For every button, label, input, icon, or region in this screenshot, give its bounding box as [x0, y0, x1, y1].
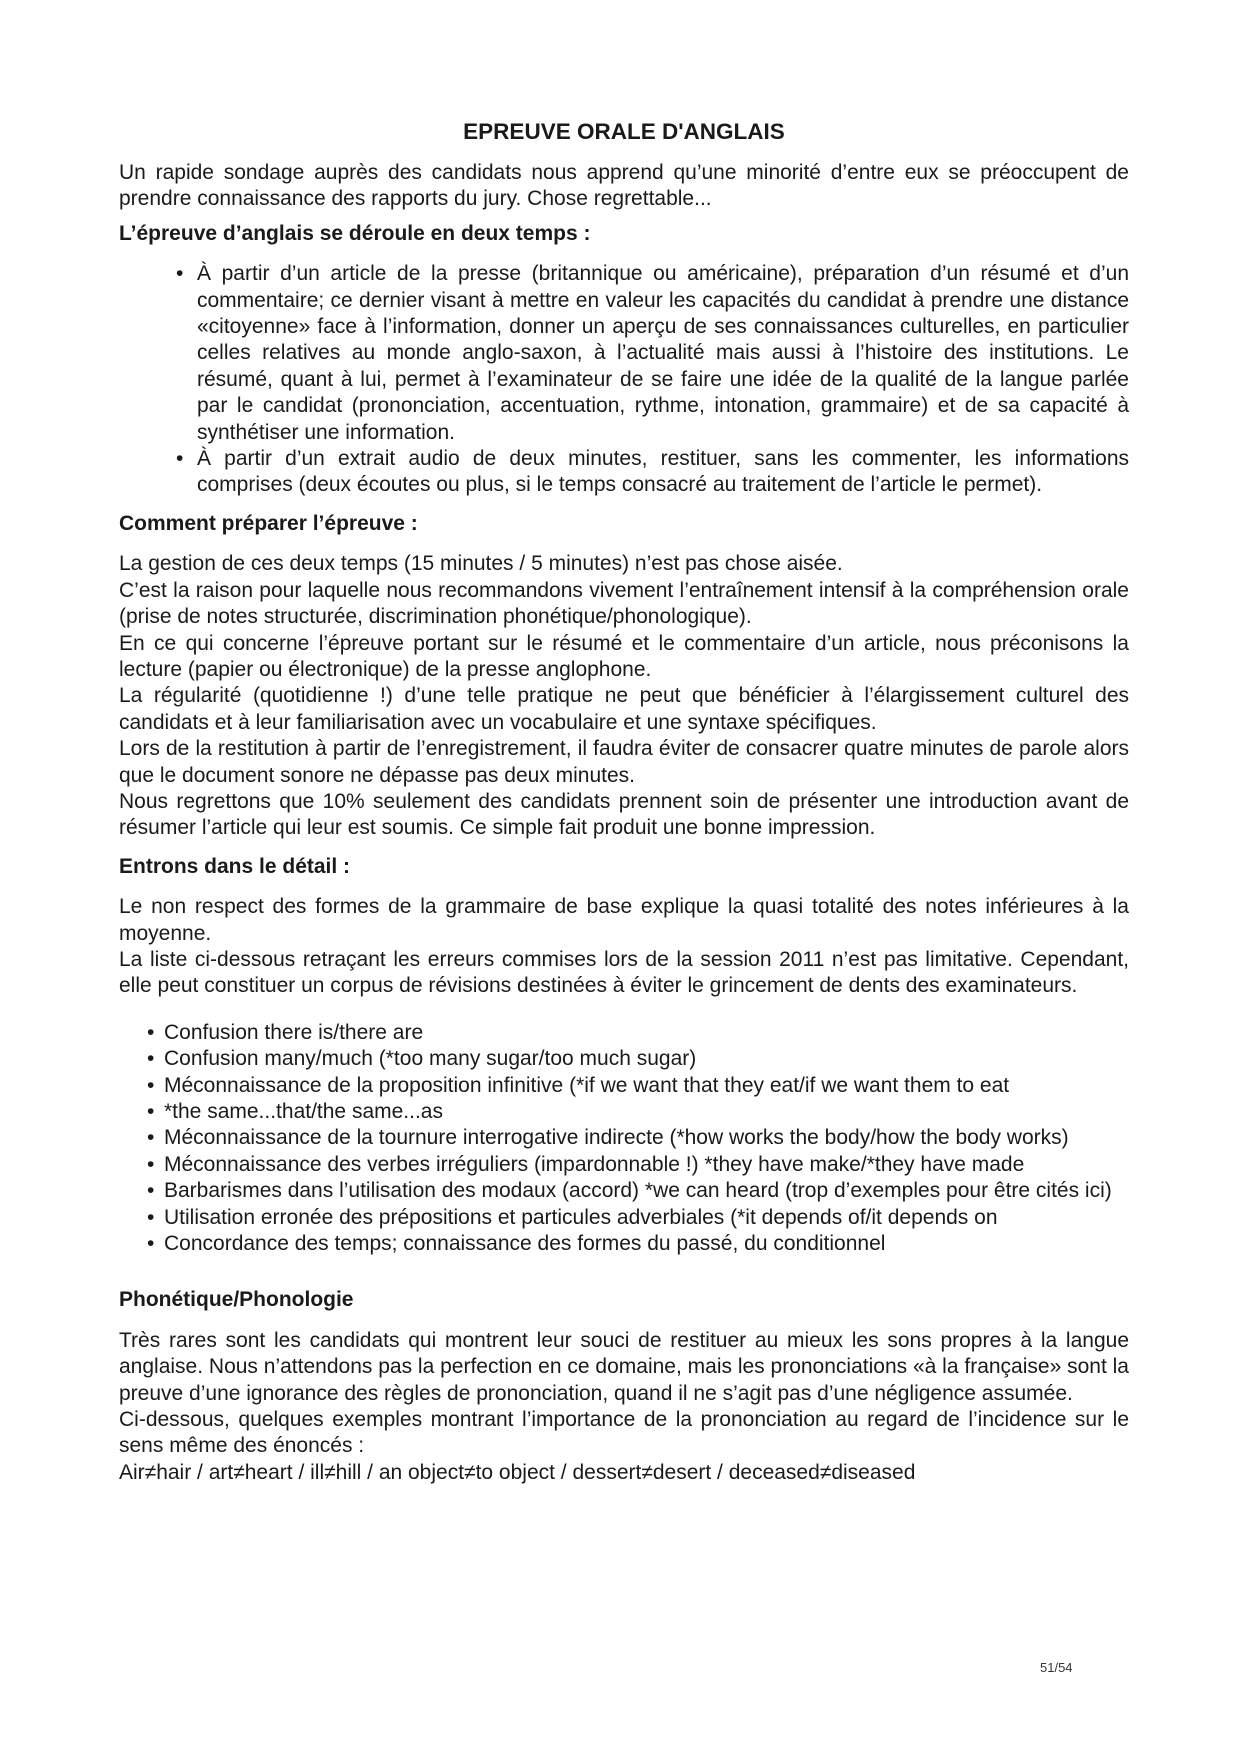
- section-heading-format: L’épreuve d’anglais se déroule en deux temps :: [119, 221, 591, 245]
- bullet-icon: •: [147, 1126, 155, 1150]
- list-item-text: À partir d’un article de la presse (britannique ou américaine), préparation d’un résumé et d’un commentaire; ce dernier visant à mettre en valeur les capacités du candidat à prendre une distance «citoyenne» face à l’information, donner un aperçu de ses connaissances culturelles, en particulier celles relatives au monde anglo-saxon, à l’actualité mais aussi à l’histoire des institutions. Le résumé, quant à lui, permet à l’examinateur de se faire une idée de la qualité de la langue parlée par le candidat (prononciation, accentuation, rythme, intonation, grammaire) et de sa capacité à synthétiser une information.: [197, 262, 1129, 444]
- section-heading-phonetics: Phonétique/Phonologie: [119, 1288, 354, 1312]
- paragraph: La gestion de ces deux temps (15 minutes / 5 minutes) n’est pas chose aisée.: [119, 552, 843, 576]
- page-title: EPREUVE ORALE D'ANGLAIS: [463, 119, 785, 144]
- section-heading-details: Entrons dans le détail :: [119, 854, 351, 878]
- list-item-text: Méconnaissance des verbes irréguliers (impardonnable !) *they have make/*they have made: [164, 1152, 1025, 1176]
- list-item-text: Confusion many/much (*too many sugar/too much sugar): [164, 1047, 697, 1071]
- list-item-text: Confusion there is/there are: [164, 1020, 424, 1044]
- list-item: [119, 1125, 1129, 1151]
- bullet-icon: •: [147, 1100, 155, 1123]
- list-item: [119, 446, 1129, 499]
- list-item-text: Méconnaissance de la proposition infinitive (*if we want that they eat/if we want them to eat: [164, 1073, 1010, 1097]
- list-item: [119, 1046, 1129, 1072]
- paragraph: La régularité (quotidienne !) d’une telle pratique ne peut que bénéficier à l’élargissement culturel des candidats et à leur familiarisation avec un vocabulaire et une syntaxe spécifiques.: [119, 684, 1129, 734]
- intro-paragraph: Un rapide sondage auprès des candidats nous apprend qu’une minorité d’entre eux se préoccupent de prendre connaissance des rapports du jury. Chose regrettable...: [119, 161, 1129, 211]
- paragraph: Lors de la restitution à partir de l’enregistrement, il faudra éviter de consacrer quatre minutes de parole alors que le document sonore ne dépasse pas deux minutes.: [119, 737, 1129, 787]
- bullet-icon: •: [147, 1179, 155, 1203]
- list-item: [119, 1099, 1129, 1125]
- list-item-text: *the same...that/the same...as: [164, 1100, 443, 1123]
- list-item: [119, 1073, 1129, 1099]
- paragraph: C’est la raison pour laquelle nous recommandons vivement l’entraînement intensif à la compréhension orale (prise de notes structurée, discrimination phonétique/phonologique).: [119, 578, 1129, 629]
- paragraph: Nous regrettons que 10% seulement des candidats prennent soin de présenter une introduction avant de résumer l’article qui leur est soumis. Ce simple fait produit une bonne impression.: [119, 789, 1129, 840]
- list-item-text: Utilisation erronée des prépositions et particules adverbiales (*it depends of/it depends on: [164, 1205, 998, 1229]
- bullet-icon: •: [147, 1020, 155, 1044]
- list-item: [119, 1205, 1129, 1231]
- exam-parts-list: [119, 261, 1129, 499]
- bullet-icon: •: [147, 1205, 155, 1229]
- list-item-text: Méconnaissance de la tournure interrogative indirecte (*how works the body/how the body works): [164, 1126, 1069, 1150]
- paragraph: Très rares sont les candidats qui montrent leur souci de restituer au mieux les sons propres à la langue anglaise. Nous n’attendons pas la perfection en ce domaine, mais les prononciations «à la française» sont la preuve d’une ignorance des règles de prononciation, quand il ne s’agit pas d’une négligence assumée.: [119, 1328, 1129, 1405]
- list-item-text: À partir d’un extrait audio de deux minutes, restituer, sans les commenter, les informations comprises (deux écoutes ou plus, si le temps consacré au traitement de l’article le permet).: [197, 447, 1129, 497]
- paragraph: Le non respect des formes de la grammaire de base explique la quasi totalité des notes inférieures à la moyenne.: [119, 895, 1129, 945]
- paragraph: La liste ci-dessous retraçant les erreurs commises lors de la session 2011 n’est pas limitative. Cependant, elle peut constituer un corpus de révisions destinées à éviter le grincement de dents des examinateurs.: [119, 947, 1129, 998]
- document-page: [119, 118, 1129, 1486]
- list-item: [119, 261, 1129, 446]
- list-item: [119, 1178, 1129, 1204]
- bullet-icon: •: [176, 262, 184, 286]
- list-item: [119, 1231, 1129, 1257]
- list-item: [119, 1020, 1129, 1046]
- grammar-errors-list: [119, 1020, 1129, 1258]
- page-number: 51/54: [1040, 1660, 1073, 1675]
- section-heading-preparation: Comment préparer l’épreuve :: [119, 511, 418, 535]
- paragraph: En ce qui concerne l’épreuve portant sur le résumé et le commentaire d’un article, nous préconisons la lecture (papier ou électronique) de la presse anglophone.: [119, 631, 1129, 681]
- bullet-icon: •: [147, 1073, 155, 1097]
- list-item: [119, 1152, 1129, 1178]
- bullet-icon: •: [147, 1232, 155, 1256]
- bullet-icon: •: [147, 1047, 155, 1071]
- list-item-text: Barbarismes dans l’utilisation des modaux (accord) *we can heard (trop d’exemples pour être cités ici): [164, 1179, 1112, 1203]
- paragraph: Air≠hair / art≠heart / ill≠hill / an object≠to object / dessert≠desert / deceased≠diseased: [119, 1460, 916, 1484]
- bullet-icon: •: [176, 447, 184, 471]
- bullet-icon: •: [147, 1152, 155, 1176]
- list-item-text: Concordance des temps; connaissance des formes du passé, du conditionnel: [164, 1232, 886, 1256]
- paragraph: Ci-dessous, quelques exemples montrant l’importance de la prononciation au regard de l’incidence sur le sens même des énoncés :: [119, 1408, 1129, 1458]
